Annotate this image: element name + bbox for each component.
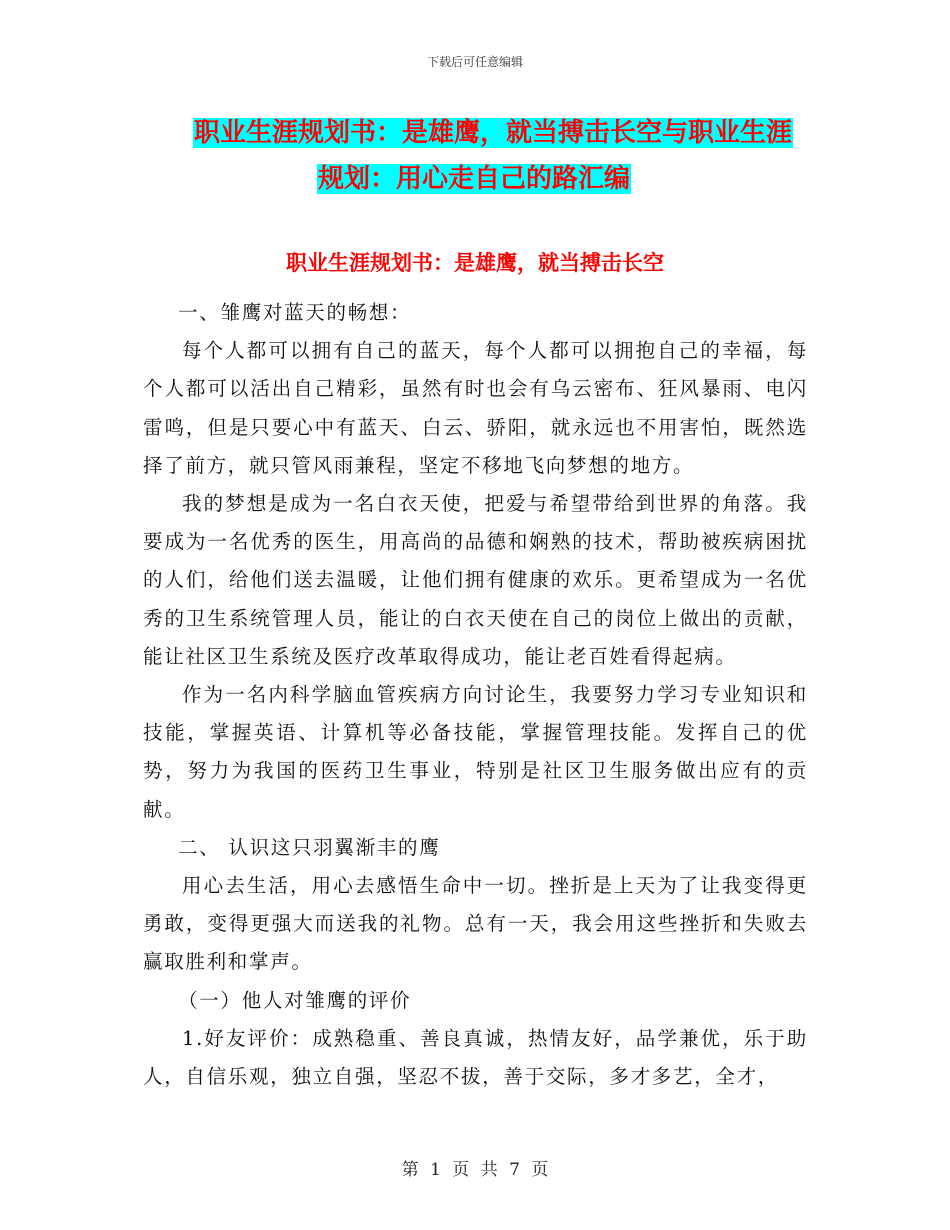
section-subtitle: 职业生涯规划书：是雄鹰，就当搏击长空 xyxy=(286,251,664,275)
section-heading-1: 一、雏鹰对蓝天的畅想： xyxy=(178,301,412,324)
document-title xyxy=(140,110,810,202)
title-line-1: 职业生涯规划书：是雄鹰，就当搏击长空与职业生涯 xyxy=(194,118,793,148)
subsection-heading: （一）他人对雏鹰的评价 xyxy=(178,988,412,1012)
body-text xyxy=(143,294,808,1096)
paragraph: 我的梦想是成为一名白衣天使，把爱与希望带给到世界的角落。我要成为一名优秀的医生，用高尚的品德和娴熟的技术，帮助被疾病困扰的人们，给他们送去温暖，让他们拥有健康的欢乐。更希望成为一名优秀的卫生系统管理人员，能让的白衣天使在自己的岗位上做出的贡献，能让社区卫生系统及医疗改革取得成功，能让老百姓看得起病。 xyxy=(143,492,808,668)
paragraph: 用心去生活，用心去感悟生命中一切。挫折是上天为了让我变得更勇敢，变得更强大而送我的礼物。总有一天，我会用这些挫折和失败去赢取胜利和掌声。 xyxy=(143,874,808,974)
title-line-2: 规划：用心走自己的路汇编 xyxy=(318,164,631,194)
paragraph: 作为一名内科学脑血管疾病方向讨论生，我要努力学习专业知识和技能，掌握英语、计算机等必备技能，掌握管理技能。发挥自己的优势，努力为我国的医药卫生事业，特别是社区卫生服务做出应有的贡献。 xyxy=(143,683,808,821)
section-heading-2: 二、 认识这只羽翼渐丰的鹰 xyxy=(178,835,441,859)
paragraph: 每个人都可以拥有自己的蓝天，每个人都可以拥抱自己的幸福，每个人都可以活出自己精彩，虽然有时也会有乌云密布、狂风暴雨、电闪雷鸣，但是只要心中有蓝天、白云、骄阳，就永远也不用害怕，既然选择了前方，就只管风雨兼程，坚定不移地飞向梦想的地方。 xyxy=(143,339,808,477)
page-number-footer: 第 1 页 共 7 页 xyxy=(401,1160,549,1180)
paragraph: 1.好友评价：成熟稳重、善良真诚，热情友好，品学兼优，乐于助人，自信乐观，独立自强，坚忍不拔，善于交际，多才多艺，全才， xyxy=(143,1026,808,1089)
header-note: 下载后可任意编辑 xyxy=(426,55,523,69)
